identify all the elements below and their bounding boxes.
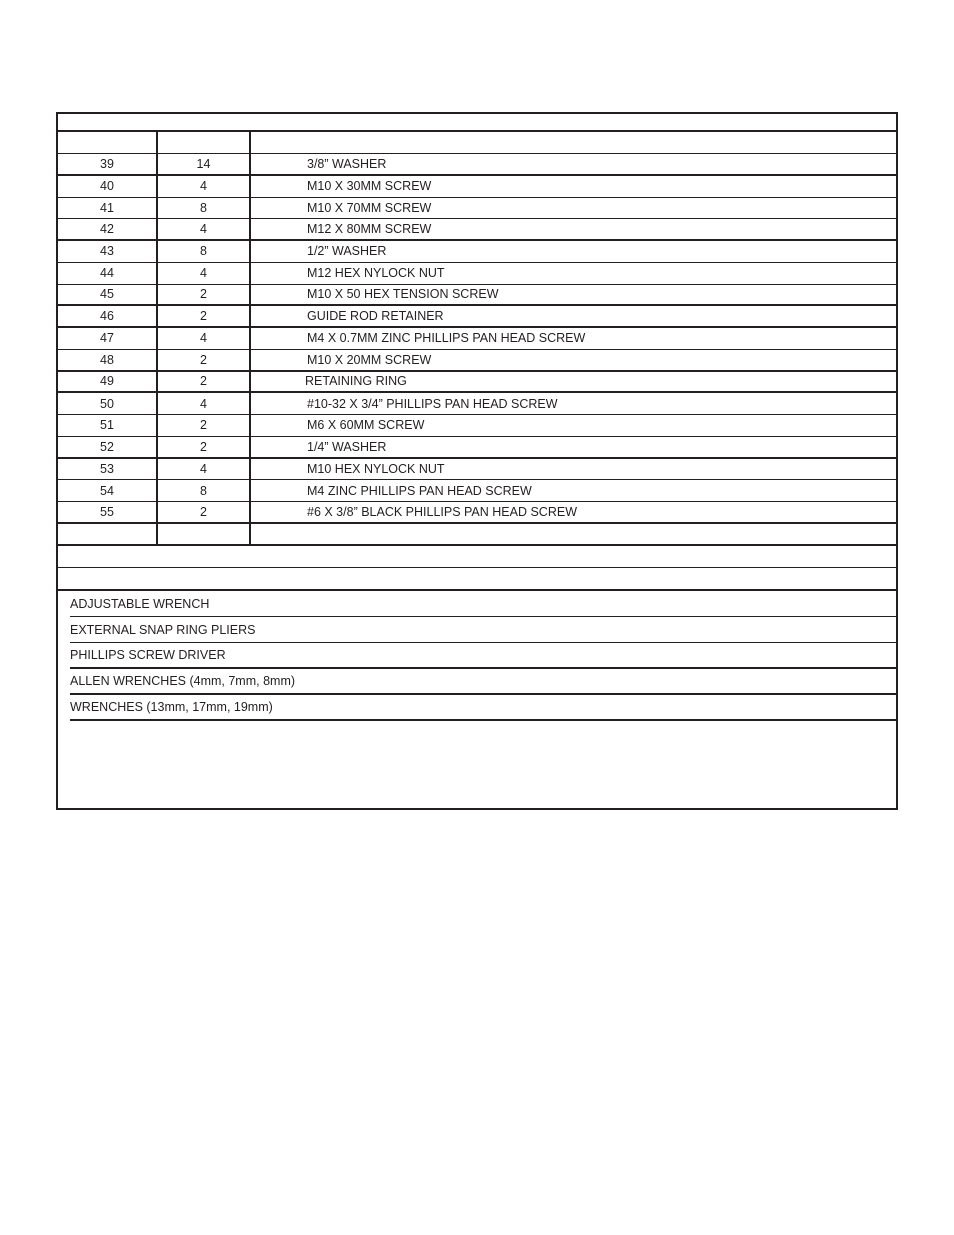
key-number: 46 [58, 306, 158, 326]
table-row [58, 459, 896, 481]
quantity: 4 [158, 459, 251, 480]
list-item: EXTERNAL SNAP RING PLIERS [70, 617, 896, 643]
quantity: 2 [158, 502, 251, 522]
description: GUIDE ROD RETAINER [307, 309, 444, 324]
table-row [58, 263, 896, 285]
list-item: ALLEN WRENCHES (4mm, 7mm, 8mm) [70, 669, 896, 695]
key-number: 50 [58, 393, 158, 414]
description: #10-32 X 3/4” PHILLIPS PAN HEAD SCREW [307, 396, 558, 411]
quantity: 8 [158, 241, 251, 262]
header-key-cell [58, 132, 158, 153]
table-row [58, 241, 896, 263]
parts-list-sheet [56, 112, 898, 810]
quantity: 2 [158, 285, 251, 305]
quantity: 4 [158, 263, 251, 284]
table-row [58, 306, 896, 328]
table-row [58, 198, 896, 220]
key-number: 42 [58, 219, 158, 239]
table-row [58, 285, 896, 307]
key-number: 48 [58, 350, 158, 370]
quantity: 14 [158, 154, 251, 174]
description: M10 X 50 HEX TENSION SCREW [307, 287, 499, 302]
description: M10 X 30MM SCREW [307, 179, 432, 194]
list-item: PHILLIPS SCREW DRIVER [70, 643, 896, 669]
table-row [58, 502, 896, 524]
table-row-empty [58, 524, 896, 546]
description: M12 HEX NYLOCK NUT [307, 266, 445, 281]
description: 3/8” WASHER [307, 156, 387, 171]
key-number: 45 [58, 285, 158, 305]
quantity: 2 [158, 415, 251, 436]
description: RETAINING RING [305, 374, 407, 389]
table-row [58, 372, 896, 394]
table-row [58, 219, 896, 241]
table-row [58, 176, 896, 198]
description: M6 X 60MM SCREW [307, 418, 425, 433]
parts-table-body [58, 154, 896, 524]
quantity: 4 [158, 393, 251, 414]
key-number: 39 [58, 154, 158, 174]
empty-desc-cell [251, 524, 896, 544]
list-item: WRENCHES (13mm, 17mm, 19mm) [70, 695, 896, 721]
key-number: 49 [58, 372, 158, 392]
table-row [58, 328, 896, 350]
description: M4 X 0.7MM ZINC PHILLIPS PAN HEAD SCREW [307, 331, 586, 346]
table-row [58, 437, 896, 459]
header-desc-cell [251, 132, 896, 153]
quantity: 8 [158, 198, 251, 219]
quantity: 8 [158, 480, 251, 501]
quantity: 4 [158, 176, 251, 197]
table-row [58, 393, 896, 415]
description: M12 X 80MM SCREW [307, 222, 432, 237]
quantity: 4 [158, 328, 251, 349]
quantity: 2 [158, 437, 251, 457]
description: #6 X 3/8” BLACK PHILLIPS PAN HEAD SCREW [307, 504, 578, 519]
description: M10 HEX NYLOCK NUT [307, 461, 445, 476]
key-number: 55 [58, 502, 158, 522]
table-row [58, 350, 896, 372]
tools-subtitle-band [58, 568, 896, 591]
description: 1/2” WASHER [307, 244, 387, 259]
list-item: ADJUSTABLE WRENCH [70, 591, 896, 617]
description: M10 X 70MM SCREW [307, 200, 432, 215]
tools-title-band [58, 546, 896, 568]
parts-list-title-band [58, 114, 896, 132]
quantity: 2 [158, 372, 251, 392]
empty-key-cell [58, 524, 158, 544]
description: M4 ZINC PHILLIPS PAN HEAD SCREW [307, 483, 532, 498]
header-qty-cell [158, 132, 251, 153]
key-number: 44 [58, 263, 158, 284]
key-number: 40 [58, 176, 158, 197]
description: M10 X 20MM SCREW [307, 352, 432, 367]
parts-list-header-row [58, 132, 896, 154]
key-number: 43 [58, 241, 158, 262]
key-number: 54 [58, 480, 158, 501]
table-row [58, 480, 896, 502]
tools-list [70, 591, 896, 721]
quantity: 4 [158, 219, 251, 239]
key-number: 51 [58, 415, 158, 436]
description: 1/4” WASHER [307, 439, 387, 454]
key-number: 53 [58, 459, 158, 480]
quantity: 2 [158, 306, 251, 326]
table-row [58, 415, 896, 437]
key-number: 47 [58, 328, 158, 349]
key-number: 52 [58, 437, 158, 457]
table-row [58, 154, 896, 176]
quantity: 2 [158, 350, 251, 370]
key-number: 41 [58, 198, 158, 219]
empty-qty-cell [158, 524, 251, 544]
